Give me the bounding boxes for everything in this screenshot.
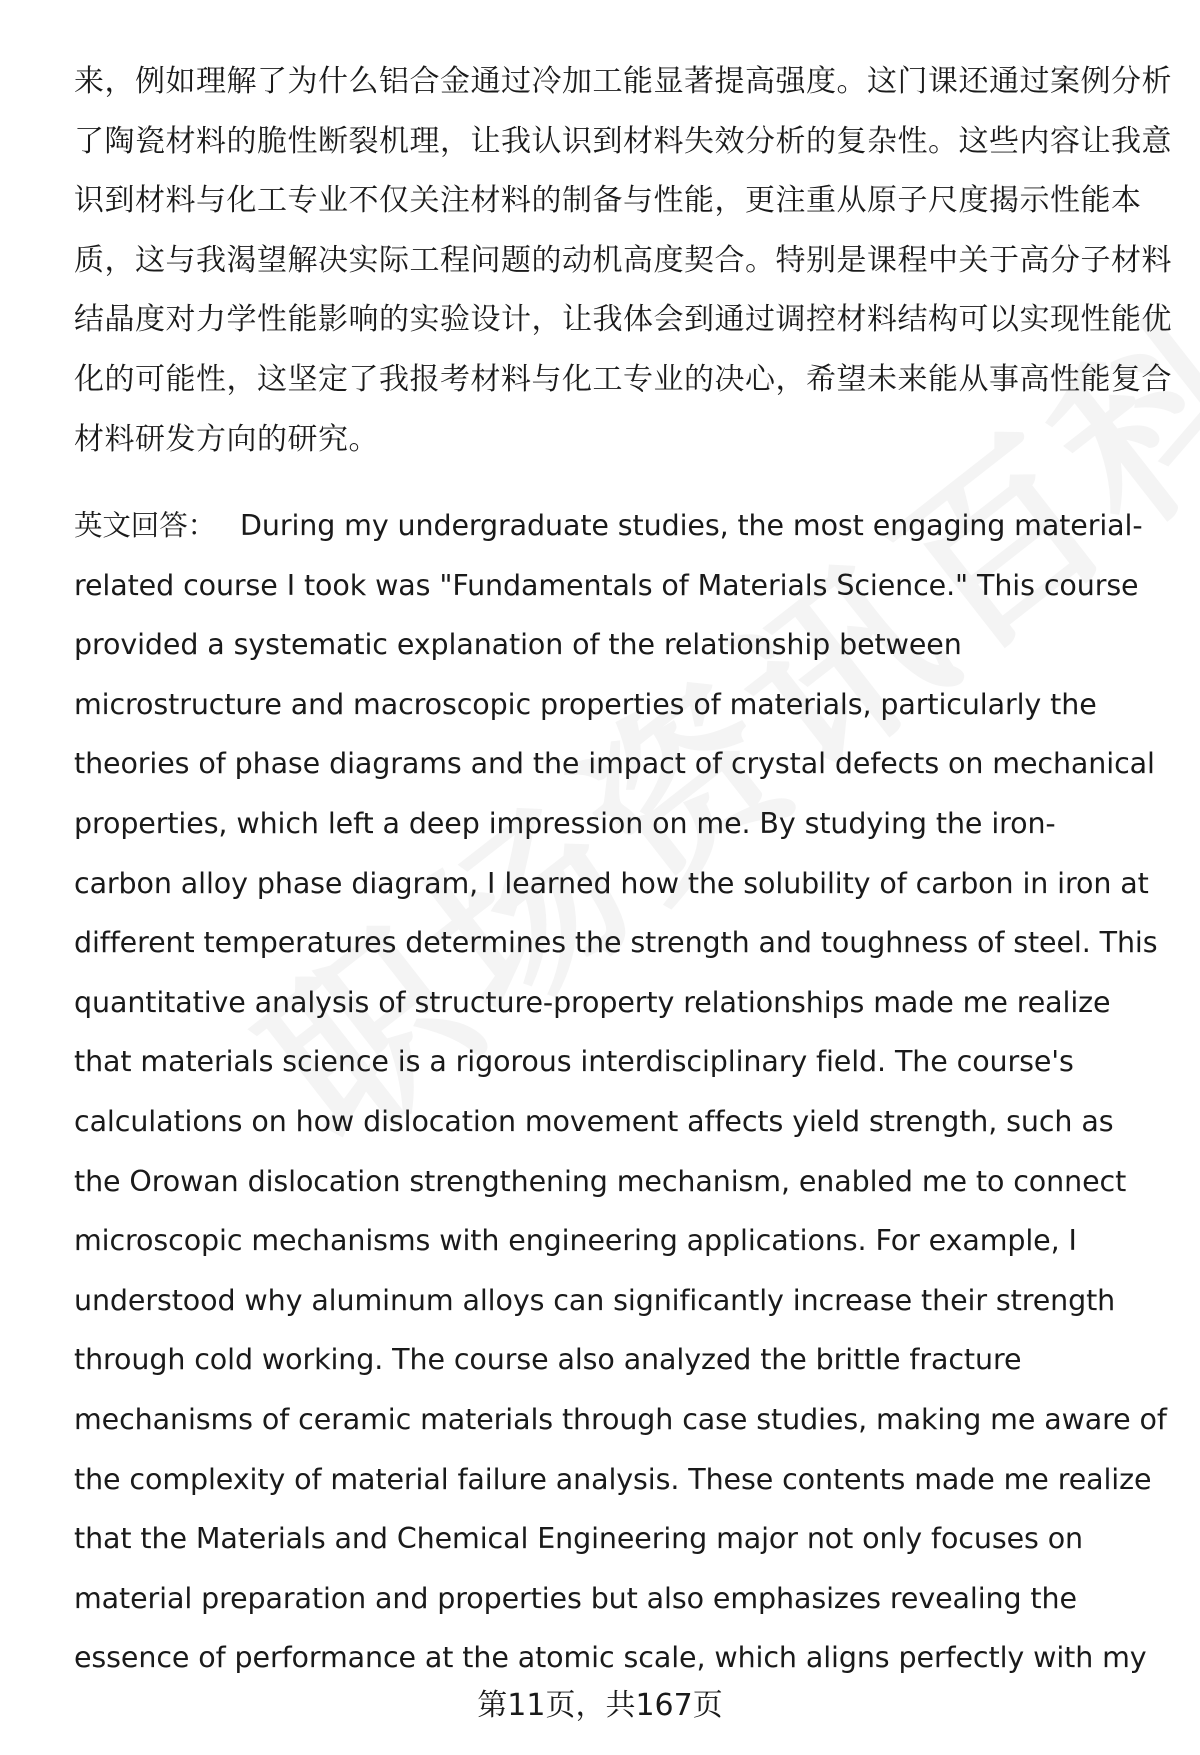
paragraph-line: properties, which left a deep impression on me. By studying the iron- — [74, 806, 1056, 840]
paragraph-line: the Orowan dislocation strengthening mechanism, enabled me to connect — [74, 1164, 1127, 1198]
paragraph-line: that materials science is a rigorous interdisciplinary field. The course's — [74, 1045, 1074, 1079]
paragraph-line: through cold working. The course also analyzed the brittle fracture — [74, 1343, 1022, 1377]
paragraph-line: provided a systematic explanation of the relationship between — [74, 628, 962, 662]
paragraph-line: mechanisms of ceramic materials through case studies, making me aware of — [74, 1402, 1167, 1436]
paragraph-line: 来，例如理解了为什么铝合金通过冷加工能显著提高强度。这门课还通过案例分析 — [74, 64, 1172, 99]
paragraph-line: 化的可能性，这坚定了我报考材料与化工专业的决心，希望未来能从事高性能复合 — [74, 361, 1172, 397]
paragraph-line: essence of performance at the atomic scale, which aligns perfectly with my — [74, 1641, 1147, 1675]
paragraph-first-line — [74, 496, 1164, 556]
chinese-answer-paragraph — [74, 52, 1172, 469]
paragraph-line: that the Materials and Chemical Engineering major not only focuses on — [74, 1522, 1084, 1556]
english-answer-label: 英文回答： — [74, 509, 217, 542]
paragraph-line: related course I took was "Fundamentals of Materials Science." This course — [74, 568, 1139, 602]
paragraph-line: calculations on how dislocation movement affects yield strength, such as — [74, 1104, 1114, 1138]
english-answer-paragraph — [74, 496, 1167, 1688]
paragraph-line: 材料研发方向的研究。 — [74, 421, 379, 457]
paragraph-line-text: During my undergraduate studies, the most engaging material- — [240, 509, 1143, 542]
paragraph-line: microscopic mechanisms with engineering applications. For example, I — [74, 1224, 1077, 1258]
paragraph-line: carbon alloy phase diagram, I learned how the solubility of carbon in iron at — [74, 866, 1149, 900]
paragraph-line: 了陶瓷材料的脆性断裂机理，让我认识到材料失效分析的复杂性。这些内容让我意 — [74, 123, 1172, 159]
paragraph-line: 结晶度对力学性能影响的实验设计，让我体会到通过调控材料结构可以实现性能优 — [74, 302, 1172, 338]
paragraph-line: theories of phase diagrams and the impact of crystal defects on mechanical — [74, 747, 1155, 781]
page-number-footer: 第11页，共167页 — [477, 1688, 723, 1723]
paragraph-line: material preparation and properties but also emphasizes revealing the — [74, 1581, 1077, 1615]
paragraph-line: microstructure and macroscopic properties of materials, particularly the — [74, 687, 1097, 721]
paragraph-line: understood why aluminum alloys can significantly increase their strength — [74, 1283, 1116, 1317]
paragraph-line: the complexity of material failure analysis. These contents made me realize — [74, 1462, 1152, 1496]
paragraph-line: quantitative analysis of structure-property relationships made me realize — [74, 985, 1111, 1019]
paragraph-line: 识到材料与化工专业不仅关注材料的制备与性能，更注重从原子尺度揭示性能本 — [74, 183, 1142, 219]
paragraph-line: 质，这与我渴望解决实际工程问题的动机高度契合。特别是课程中关于高分子材料 — [74, 242, 1172, 278]
paragraph-line: different temperatures determines the strength and toughness of steel. This — [74, 926, 1158, 960]
